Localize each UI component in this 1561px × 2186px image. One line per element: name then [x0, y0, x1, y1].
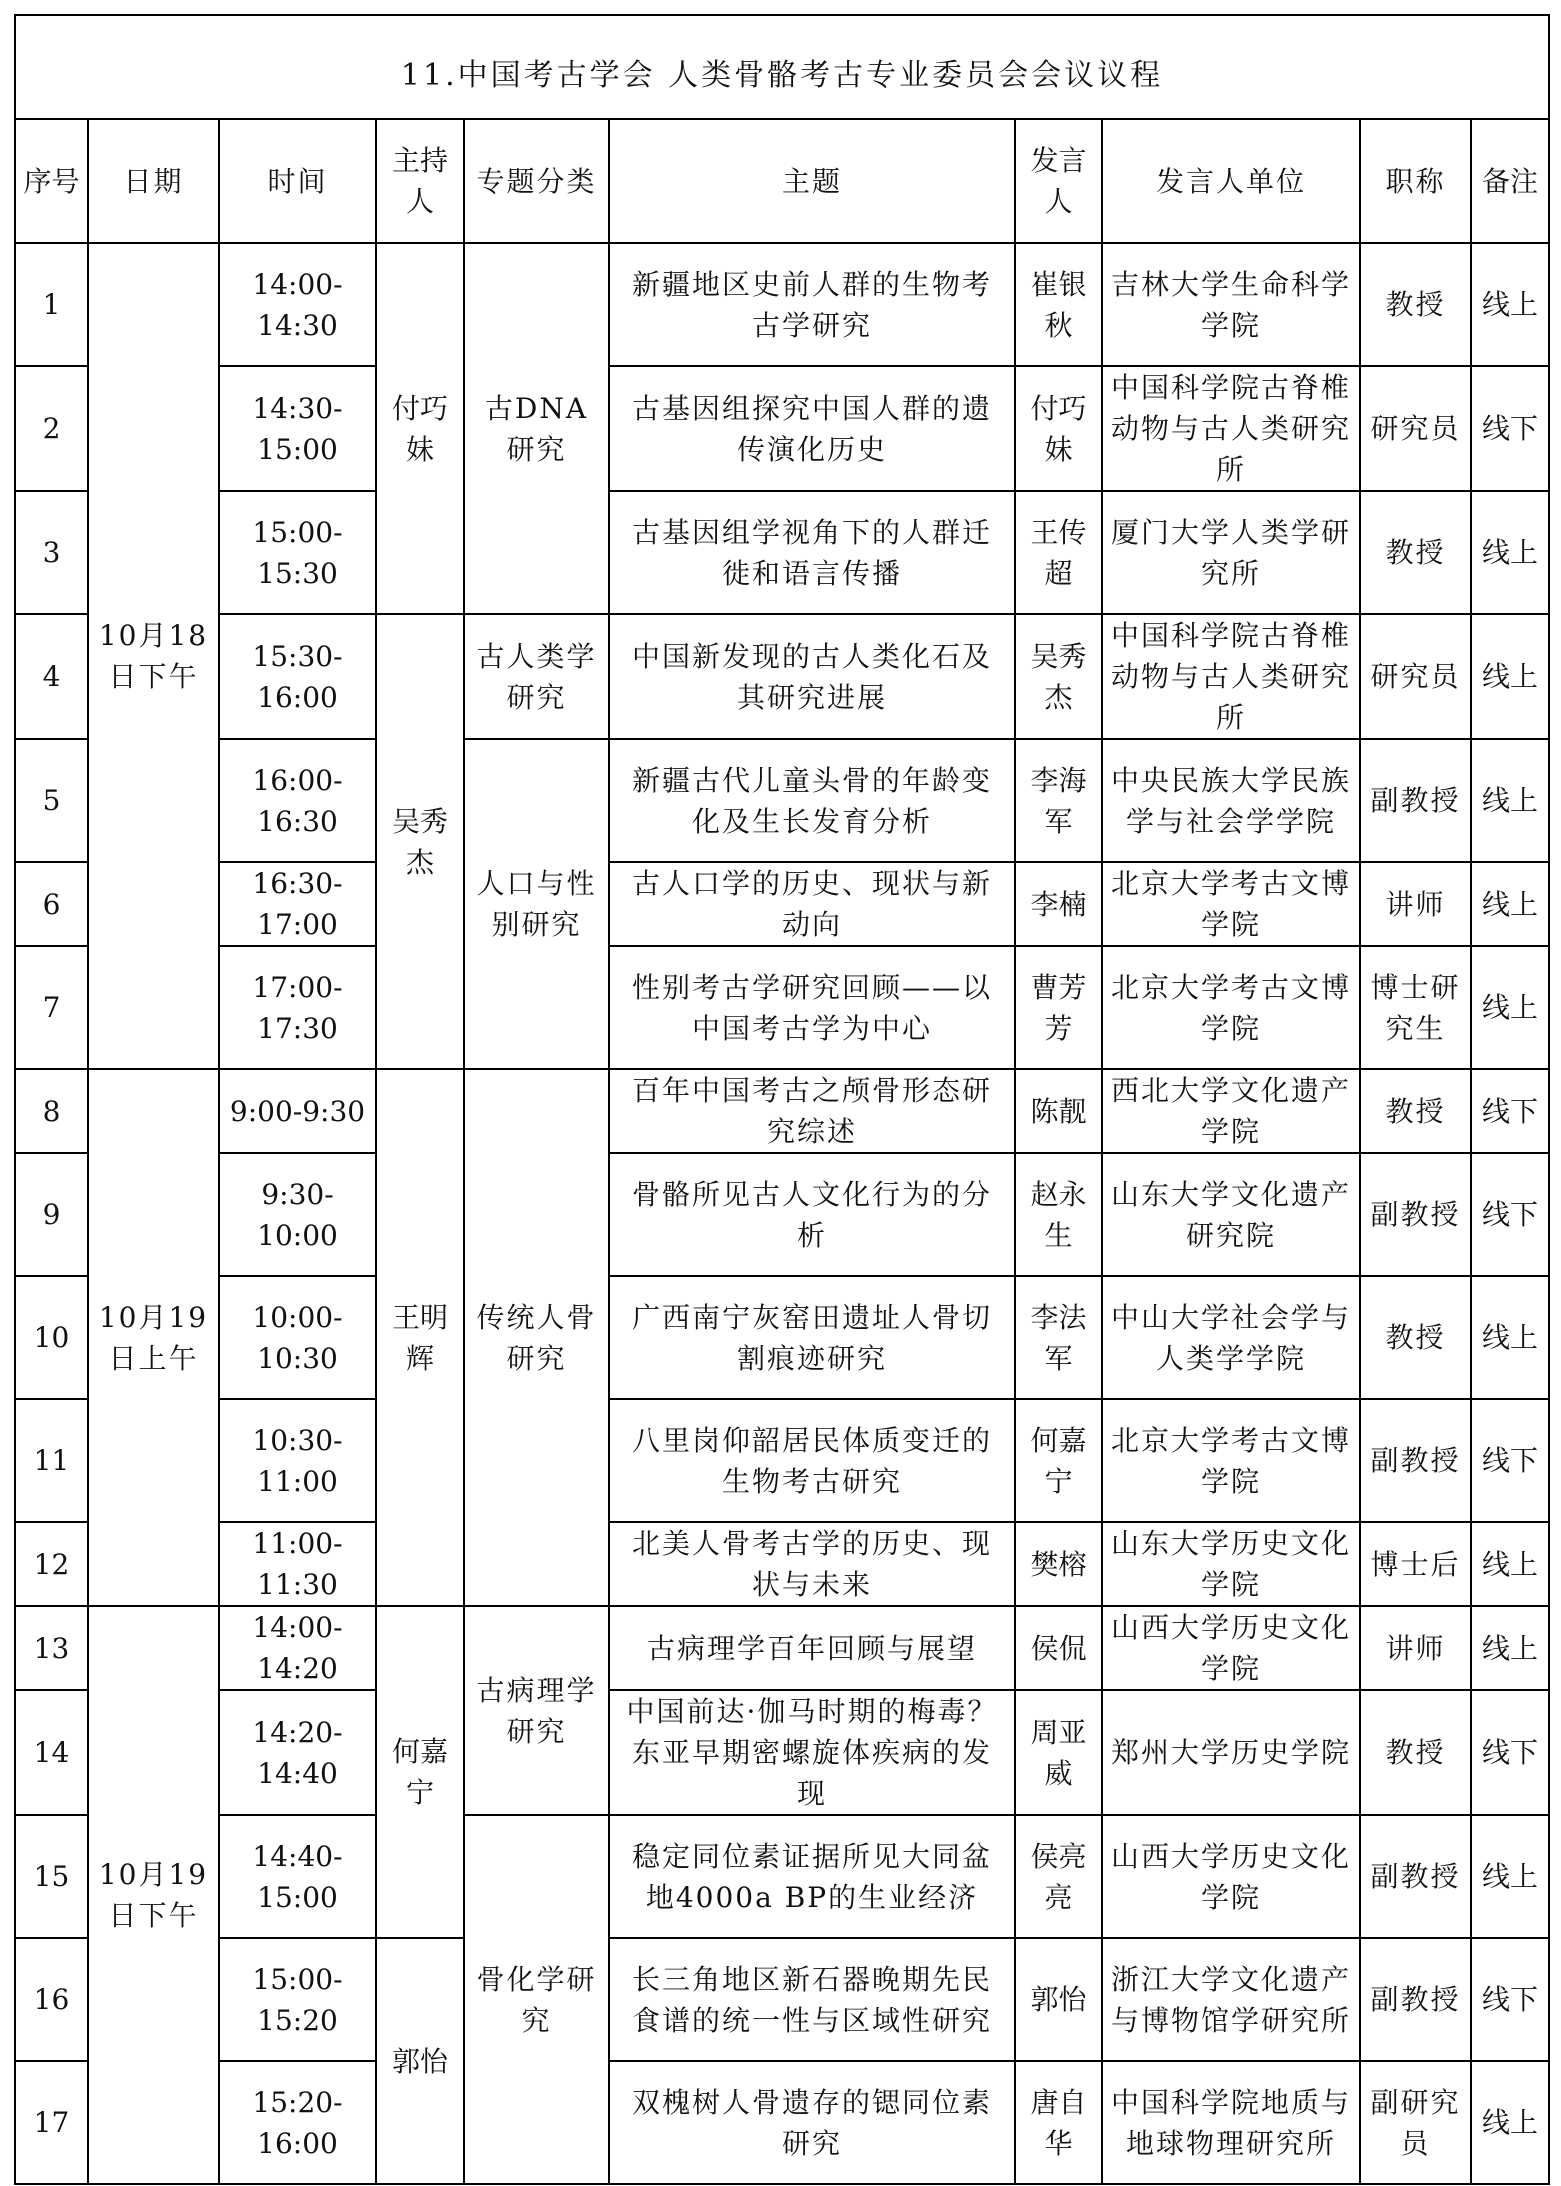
affiliation-cell: 北京大学考古文博学院	[1102, 1399, 1360, 1522]
remark-cell: 线上	[1471, 243, 1549, 366]
header-row	[15, 119, 1549, 243]
time-cell: 15:20-16:00	[219, 2061, 376, 2184]
seq-cell: 10	[15, 1276, 88, 1399]
speaker-cell: 李海军	[1015, 739, 1102, 862]
affiliation-cell: 山东大学文化遗产研究院	[1102, 1153, 1360, 1276]
table-row	[15, 1815, 1549, 1938]
header-date: 日期	[88, 119, 219, 243]
host-cell: 郭怡	[376, 1938, 464, 2184]
category-cell: 古人类学研究	[464, 614, 609, 739]
position-cell: 讲师	[1360, 1606, 1471, 1690]
affiliation-cell: 北京大学考古文博学院	[1102, 862, 1360, 946]
position-cell: 副教授	[1360, 1938, 1471, 2061]
remark-cell: 线上	[1471, 1276, 1549, 1399]
affiliation-cell: 浙江大学文化遗产与博物馆学研究所	[1102, 1938, 1360, 2061]
speaker-cell: 唐自华	[1015, 2061, 1102, 2184]
host-cell: 付巧妹	[376, 243, 464, 614]
header-host: 主持人	[376, 119, 464, 243]
category-cell: 骨化学研究	[464, 1815, 609, 2184]
seq-cell: 4	[15, 614, 88, 739]
seq-cell: 16	[15, 1938, 88, 2061]
remark-cell: 线下	[1471, 1938, 1549, 2061]
time-cell: 17:00-17:30	[219, 946, 376, 1069]
position-cell: 研究员	[1360, 366, 1471, 491]
time-cell: 16:30-17:00	[219, 862, 376, 946]
header-time: 时间	[219, 119, 376, 243]
speaker-cell: 李楠	[1015, 862, 1102, 946]
topic-cell: 中国前达·伽马时期的梅毒？东亚早期密螺旋体疾病的发现	[609, 1690, 1015, 1815]
speaker-cell: 吴秀杰	[1015, 614, 1102, 739]
seq-cell: 13	[15, 1606, 88, 1690]
table-row	[15, 1399, 1549, 1522]
affiliation-cell: 中国科学院古脊椎动物与古人类研究所	[1102, 614, 1360, 739]
seq-cell: 9	[15, 1153, 88, 1276]
header-position: 职称	[1360, 119, 1471, 243]
table-row	[15, 1276, 1549, 1399]
header-category: 专题分类	[464, 119, 609, 243]
position-cell: 博士研究生	[1360, 946, 1471, 1069]
table-row	[15, 1690, 1549, 1815]
position-cell: 副教授	[1360, 1399, 1471, 1522]
position-cell: 教授	[1360, 1690, 1471, 1815]
table-row	[15, 614, 1549, 739]
speaker-cell: 付巧妹	[1015, 366, 1102, 491]
topic-cell: 稳定同位素证据所见大同盆地4000a BP的生业经济	[609, 1815, 1015, 1938]
host-cell: 何嘉宁	[376, 1606, 464, 1938]
seq-cell: 11	[15, 1399, 88, 1522]
table-row	[15, 739, 1549, 862]
time-cell: 11:00-11:30	[219, 1522, 376, 1606]
position-cell: 副教授	[1360, 1815, 1471, 1938]
speaker-cell: 侯侃	[1015, 1606, 1102, 1690]
table-row	[15, 946, 1549, 1069]
table-row	[15, 1153, 1549, 1276]
remark-cell: 线上	[1471, 946, 1549, 1069]
time-cell: 14:40-15:00	[219, 1815, 376, 1938]
remark-cell: 线下	[1471, 1399, 1549, 1522]
seq-cell: 6	[15, 862, 88, 946]
topic-cell: 新疆地区史前人群的生物考古学研究	[609, 243, 1015, 366]
speaker-cell: 周亚威	[1015, 1690, 1102, 1815]
speaker-cell: 王传超	[1015, 491, 1102, 614]
remark-cell: 线下	[1471, 1153, 1549, 1276]
position-cell: 副教授	[1360, 739, 1471, 862]
table-row	[15, 1522, 1549, 1606]
topic-cell: 新疆古代儿童头骨的年龄变化及生长发育分析	[609, 739, 1015, 862]
topic-cell: 古人口学的历史、现状与新动向	[609, 862, 1015, 946]
host-cell: 王明辉	[376, 1069, 464, 1606]
table-row	[15, 491, 1549, 614]
header-topic: 主题	[609, 119, 1015, 243]
remark-cell: 线上	[1471, 862, 1549, 946]
speaker-cell: 崔银秋	[1015, 243, 1102, 366]
topic-cell: 广西南宁灰窑田遗址人骨切割痕迹研究	[609, 1276, 1015, 1399]
table-row	[15, 243, 1549, 366]
remark-cell: 线下	[1471, 366, 1549, 491]
position-cell: 教授	[1360, 243, 1471, 366]
affiliation-cell: 中山大学社会学与人类学学院	[1102, 1276, 1360, 1399]
seq-cell: 8	[15, 1069, 88, 1153]
seq-cell: 3	[15, 491, 88, 614]
affiliation-cell: 北京大学考古文博学院	[1102, 946, 1360, 1069]
table-row	[15, 1069, 1549, 1153]
speaker-cell: 赵永生	[1015, 1153, 1102, 1276]
topic-cell: 古病理学百年回顾与展望	[609, 1606, 1015, 1690]
seq-cell: 17	[15, 2061, 88, 2184]
category-cell: 古病理学研究	[464, 1606, 609, 1815]
header-affiliation: 发言人单位	[1102, 119, 1360, 243]
seq-cell: 5	[15, 739, 88, 862]
seq-cell: 2	[15, 366, 88, 491]
time-cell: 14:00-14:20	[219, 1606, 376, 1690]
time-cell: 15:00-15:20	[219, 1938, 376, 2061]
affiliation-cell: 西北大学文化遗产学院	[1102, 1069, 1360, 1153]
speaker-cell: 李法军	[1015, 1276, 1102, 1399]
header-seq: 序号	[15, 119, 88, 243]
remark-cell: 线上	[1471, 2061, 1549, 2184]
affiliation-cell: 吉林大学生命科学学院	[1102, 243, 1360, 366]
time-cell: 10:30-11:00	[219, 1399, 376, 1522]
position-cell: 博士后	[1360, 1522, 1471, 1606]
topic-cell: 古基因组探究中国人群的遗传演化历史	[609, 366, 1015, 491]
seq-cell: 15	[15, 1815, 88, 1938]
position-cell: 教授	[1360, 491, 1471, 614]
time-cell: 16:00-16:30	[219, 739, 376, 862]
remark-cell: 线上	[1471, 1815, 1549, 1938]
topic-cell: 百年中国考古之颅骨形态研究综述	[609, 1069, 1015, 1153]
topic-cell: 性别考古学研究回顾——以中国考古学为中心	[609, 946, 1015, 1069]
topic-cell: 双槐树人骨遗存的锶同位素研究	[609, 2061, 1015, 2184]
remark-cell: 线上	[1471, 614, 1549, 739]
remark-cell: 线上	[1471, 491, 1549, 614]
remark-cell: 线下	[1471, 1690, 1549, 1815]
topic-cell: 骨骼所见古人文化行为的分析	[609, 1153, 1015, 1276]
page-title: 11.中国考古学会 人类骨骼考古专业委员会会议议程	[15, 15, 1549, 119]
remark-cell: 线上	[1471, 1606, 1549, 1690]
time-cell: 15:30-16:00	[219, 614, 376, 739]
time-cell: 10:00-10:30	[219, 1276, 376, 1399]
speaker-cell: 郭怡	[1015, 1938, 1102, 2061]
topic-cell: 中国新发现的古人类化石及其研究进展	[609, 614, 1015, 739]
header-speaker: 发言人	[1015, 119, 1102, 243]
category-cell: 古DNA研究	[464, 243, 609, 614]
position-cell: 教授	[1360, 1276, 1471, 1399]
topic-cell: 八里岗仰韶居民体质变迁的生物考古研究	[609, 1399, 1015, 1522]
affiliation-cell: 山西大学历史文化学院	[1102, 1606, 1360, 1690]
speaker-cell: 何嘉宁	[1015, 1399, 1102, 1522]
header-remark: 备注	[1471, 119, 1549, 243]
affiliation-cell: 中国科学院古脊椎动物与古人类研究所	[1102, 366, 1360, 491]
date-cell: 10月19日下午	[88, 1606, 219, 2184]
speaker-cell: 陈靓	[1015, 1069, 1102, 1153]
remark-cell: 线下	[1471, 1069, 1549, 1153]
category-cell: 传统人骨研究	[464, 1069, 609, 1606]
speaker-cell: 曹芳芳	[1015, 946, 1102, 1069]
agenda-document	[14, 14, 1548, 2185]
position-cell: 副研究员	[1360, 2061, 1471, 2184]
topic-cell: 古基因组学视角下的人群迁徙和语言传播	[609, 491, 1015, 614]
table-row	[15, 862, 1549, 946]
time-cell: 9:30-10:00	[219, 1153, 376, 1276]
host-cell: 吴秀杰	[376, 614, 464, 1069]
position-cell: 讲师	[1360, 862, 1471, 946]
remark-cell: 线上	[1471, 1522, 1549, 1606]
table-row	[15, 1938, 1549, 2061]
topic-cell: 北美人骨考古学的历史、现状与未来	[609, 1522, 1015, 1606]
affiliation-cell: 中国科学院地质与地球物理研究所	[1102, 2061, 1360, 2184]
affiliation-cell: 中央民族大学民族学与社会学学院	[1102, 739, 1360, 862]
affiliation-cell: 山西大学历史文化学院	[1102, 1815, 1360, 1938]
position-cell: 教授	[1360, 1069, 1471, 1153]
topic-cell: 长三角地区新石器晚期先民食谱的统一性与区域性研究	[609, 1938, 1015, 2061]
agenda-table	[14, 14, 1550, 2185]
speaker-cell: 侯亮亮	[1015, 1815, 1102, 1938]
affiliation-cell: 郑州大学历史学院	[1102, 1690, 1360, 1815]
time-cell: 14:00-14:30	[219, 243, 376, 366]
date-cell: 10月19日上午	[88, 1069, 219, 1606]
position-cell: 研究员	[1360, 614, 1471, 739]
category-cell: 人口与性别研究	[464, 739, 609, 1069]
position-cell: 副教授	[1360, 1153, 1471, 1276]
date-cell: 10月18日下午	[88, 243, 219, 1069]
time-cell: 9:00-9:30	[219, 1069, 376, 1153]
table-row	[15, 366, 1549, 491]
seq-cell: 1	[15, 243, 88, 366]
affiliation-cell: 山东大学历史文化学院	[1102, 1522, 1360, 1606]
speaker-cell: 樊榕	[1015, 1522, 1102, 1606]
seq-cell: 14	[15, 1690, 88, 1815]
seq-cell: 7	[15, 946, 88, 1069]
time-cell: 14:30-15:00	[219, 366, 376, 491]
seq-cell: 12	[15, 1522, 88, 1606]
time-cell: 15:00-15:30	[219, 491, 376, 614]
affiliation-cell: 厦门大学人类学研究所	[1102, 491, 1360, 614]
table-row	[15, 1606, 1549, 1690]
time-cell: 14:20-14:40	[219, 1690, 376, 1815]
remark-cell: 线上	[1471, 739, 1549, 862]
table-row	[15, 2061, 1549, 2184]
